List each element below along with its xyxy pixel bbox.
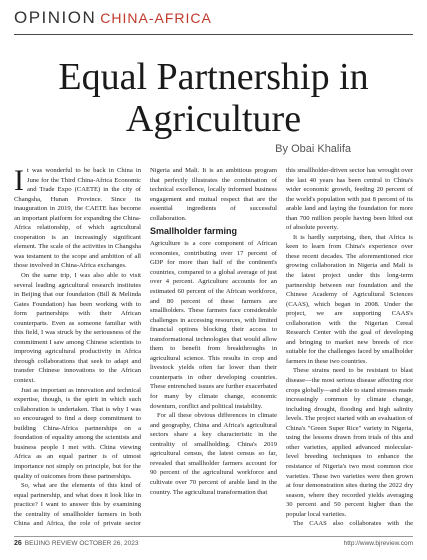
title-line-2: Agriculture (125, 98, 302, 140)
paragraph: this smallholder-driven sector has wrought over the last 40 years has been central to China's wider economic growth, feeding 20 percent of the world's population with just 8 percent of its arable land and laying the foundation for more than 700 million people having been lifted out of absolute poverty. (286, 167, 413, 232)
article-body (14, 166, 413, 528)
paragraph: These strains need to be resistant to blast disease—the most serious disease affecting rice crops globally—and able to stand stresses made increasingly common by climate change, including drought, flooding and high salinity levels. The project started with an evaluation of China's "Green Super Rice" variety in Nigeria, using the lessons drawn from trials of this and other varieties, applied advanced molecular-level breeding techniques to enhance the resistance of Nigeria's two most common rice varieties. These two varieties were then grown at four demonstration sites during the 2022 dry season, where they recorded yields averaging 30 percent and 50 percent higher than the popular local varieties. (286, 367, 413, 518)
paragraph: On the same trip, I was also able to visit several leading agricultural research institutes in Beijing that our foundation (Bill & Melinda Gates Foundation) has been working with to form partnerships with their African counterparts. Even as someone familiar with this field, I was struck by the seriousness of the commitment I saw among Chinese scientists to improving agricultural productivity in Africa through collaborations that seek to adapt and transfer Chinese innovations to the African context. (14, 272, 141, 385)
paragraph: Agriculture is a core component of African economies, contributing over 17 percent of GDP for more than half of the continent's countries, compared to a global average of just over 4 percent. Agriculture accounts for an estimated 60 percent of the African workforce, and 80 percent of these farmers are smallholders. These farmers face considerable challenges in accessing resources, with limited financial options blocking their access to transformational technologies that would allow them to benefit from breakthroughs in agricultural science. This results in crop and livestock yields often far lower than their counterparts in other developing countries. These entrenched issues are further exacerbated for many by climate change, economic downturn, conflict and political instability. (150, 240, 277, 410)
footer-issue (14, 540, 138, 547)
section-divider (14, 34, 413, 35)
article-title (0, 56, 427, 140)
section-header (14, 8, 414, 34)
paragraph: Nigeria and Mali. It is an ambitious program that perfectly illustrates the combination of technical excellence, locally informed business engagement and mutual respect that are the essential ingredients of successful collaboration. (150, 167, 277, 222)
section-label: OPINION (14, 8, 97, 27)
column-3 (286, 166, 413, 528)
section-sublabel: CHINA-AFRICA (100, 10, 212, 26)
column-2 (150, 166, 277, 528)
drop-cap: I (14, 166, 24, 197)
paragraph: It was wonderful to be back in China in June for the Third China-Africa Economic and Trade Expo (CAETE) in the city of Changsha, Hunan Province. Since its inauguration in 2019, the CAETE has become an important platform for expanding the China-Africa relationship, of which agricultural cooperation is an increasingly significant element. The scale of the activities in Changsha was testament to the scope and ambition of all those involved in China-Africa exchanges. (14, 166, 141, 270)
paragraph: Just as important as innovation and technical expertise, though, is the spirit in which such collaboration is undertaken. That is why I was so encouraged to find a deep commitment to building China-Africa partnerships on a foundation of equality among the scientists and business people I met with. China viewing Africa as an equal partner is of utmost importance not simply on principle, but for the quality of outcomes from these partnerships. (14, 386, 141, 480)
paragraph: It is hardly surprising, then, that Africa is keen to learn from China's experience over these recent decades. The aforementioned rice growing collaboration in Nigeria and Mali is the latest project under this long-term partnership between our foundation and the Chinese Academy of Agricultural Sciences (CAAS), which began in 2008. Under the project, we are supporting CAAS's collaboration with the Nigerian Cereal Research Center with the goal of developing and bringing to market new breeds of rice suitable for the challenges faced by smallholder farmers in these two countries. (286, 233, 413, 365)
byline: By Obai Khalifa (275, 143, 351, 155)
footer-divider (14, 536, 413, 537)
subheading: Smallholder farming (150, 226, 238, 237)
paragraph: The CAAS also collaborates with the (293, 520, 413, 528)
paragraph: For all these obvious differences in climate and geography, China and Africa's agricultural sectors share a key characteristic in the centrality of smallholding. China's 2019 agricultural census, the latest census so far, revealed that smallholder farmers account for 90 percent of the agricultural workforce and cultivate over 70 percent of arable land in the country. The agricultural transformation that (150, 412, 277, 496)
paragraph: So, what are the elements of this kind of equal partnership, and what does it look like in practice? I want to answer this by examining the centrality of smallholder farmers in both China and Africa, the role of private sector (14, 482, 141, 528)
page-number: 26 (14, 540, 22, 547)
title-line-1: Equal Partnership in (58, 56, 369, 98)
footer-url[interactable]: http://www.bjreview.com (343, 540, 413, 547)
column-1 (14, 166, 141, 528)
issue-line: BEIJING REVIEW OCTOBER 26, 2023 (24, 540, 139, 547)
